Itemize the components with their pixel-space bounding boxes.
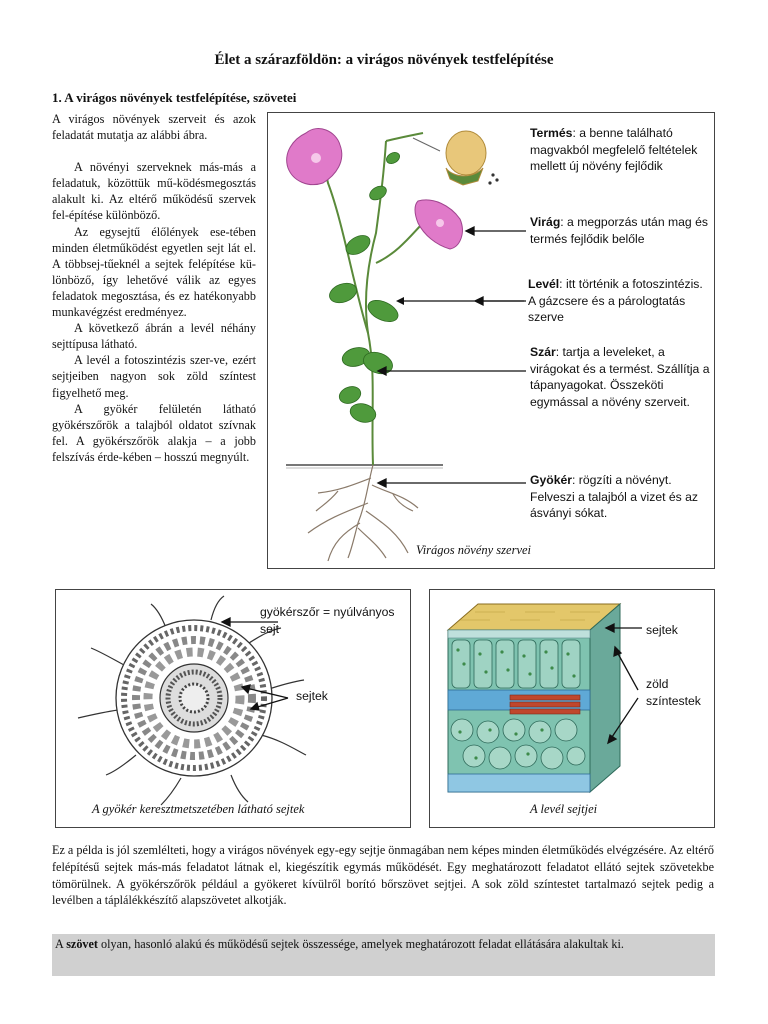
section-heading: 1. A virágos növények testfelépítése, szövetei bbox=[52, 90, 297, 105]
flower-right bbox=[415, 200, 462, 249]
stem-arrow bbox=[378, 367, 526, 375]
label-leaf-cells: sejtek bbox=[646, 623, 678, 637]
label-gyoker: Gyökér: rögzíti a növényt. Felveszi a talajból a vizet és az ásványi sókat. bbox=[530, 473, 698, 520]
leaf-figure bbox=[429, 589, 715, 828]
label-level: Levél: itt történik a fotoszintézis. A gázcsere és a párologtatás szerve bbox=[528, 277, 703, 324]
label-chloroplasts: zöld színtestek bbox=[646, 677, 701, 708]
organ-paragraph: A növényi szerveknek más-más a feladatuk, közöttük mű-ködésmegosztás alakult ki. Az eltérő működésű szervek fel-építése különböző. bbox=[52, 160, 256, 223]
definition-text bbox=[55, 936, 710, 953]
intro-paragraph: A virágos növények szerveit és azok feladatát mutatja az alábbi ábra. bbox=[52, 112, 256, 143]
leaves bbox=[327, 150, 402, 425]
definition-term: szövet bbox=[66, 937, 98, 951]
definition-prefix: A bbox=[55, 937, 67, 951]
leaf-paragraph: A levél a fotoszintézis szer-ve, ezért sejtjeiben nagyon sok zöld színtest figyelhető meg. bbox=[52, 353, 256, 400]
label-root-cells: sejtek bbox=[296, 689, 328, 703]
left-column-text bbox=[52, 111, 256, 465]
vascular-bundle bbox=[510, 695, 580, 714]
pointer-arrows bbox=[466, 227, 526, 305]
summary-paragraph: Ez a példa is jól szemlélteti, hogy a virágos növények egy-egy sejtje önmagában nem képes minden életműködés elvégzésére. Az eltérő felépítésű sejtek más-más feladatot látnak el, kiegészítik egymás működését. Egy meghatározott feladatot ellátó sejtek szövetekbe tömörülnek. A gyökérszőrök például a gyökeret kívülről borító bőrszövet sejtjei. A sok zöld színtestet tartalmazó sejtek pedig a levélben a táplálékkészítő alapszövetet alkotják. bbox=[52, 843, 714, 908]
label-szar: Szár: tartja a leveleket, a virágokat és a termést. Szállítja a tápanyagokat. Összeköti egymással a növény szerveit. bbox=[530, 345, 710, 409]
root-paragraph: A gyökér felületén látható gyökérszőrök a talajból oldatot szívnak fel. A gyökérszőrök alakja – a jobb felszívás érde-kében – hosszú megnyúlt. bbox=[52, 401, 256, 464]
root-figure bbox=[55, 589, 411, 828]
root-arrow bbox=[378, 479, 526, 487]
definition-body: olyan, hasonló alakú és működésű sejtek összessége, amelyek meghatározott feladat ellátására alakultak ki. bbox=[98, 937, 624, 951]
leaf-arrow-head bbox=[396, 297, 404, 305]
roots bbox=[308, 465, 418, 561]
page-title: Élet a szárazföldön: a virágos növények testfelépítése bbox=[214, 52, 554, 68]
label-virag: Virág: a megporzás után mag és termés fejlődik belőle bbox=[530, 215, 708, 246]
label-root-hair: gyökérszőr = nyúlványos sejt bbox=[260, 605, 395, 636]
flower-top bbox=[287, 129, 342, 185]
plant-figure bbox=[267, 112, 715, 569]
plant-caption: Virágos növény szervei bbox=[416, 543, 532, 557]
root-caption: A gyökér keresztmetszetében látható sejtek bbox=[92, 802, 305, 816]
cell-paragraph: Az egysejtű élőlények ese-tében minden életműködést egyetlen sejt lát el. A többsej-tűeknél a sejtek felépítése kü-lönböző, így lehetővé válik az egyes feladatok megosztása, és ez hatékonyabb munkavégzést eredményez. bbox=[52, 224, 256, 320]
fruit bbox=[446, 131, 499, 185]
label-termes: Termés: a benne található magvakból megfelelő feltételek mellett új növény fejlődik bbox=[530, 126, 698, 173]
figure-ref-paragraph: A következő ábrán a levél néhány sejttípusa látható. bbox=[52, 321, 256, 352]
leaf-caption: A levél sejtjei bbox=[530, 802, 598, 816]
